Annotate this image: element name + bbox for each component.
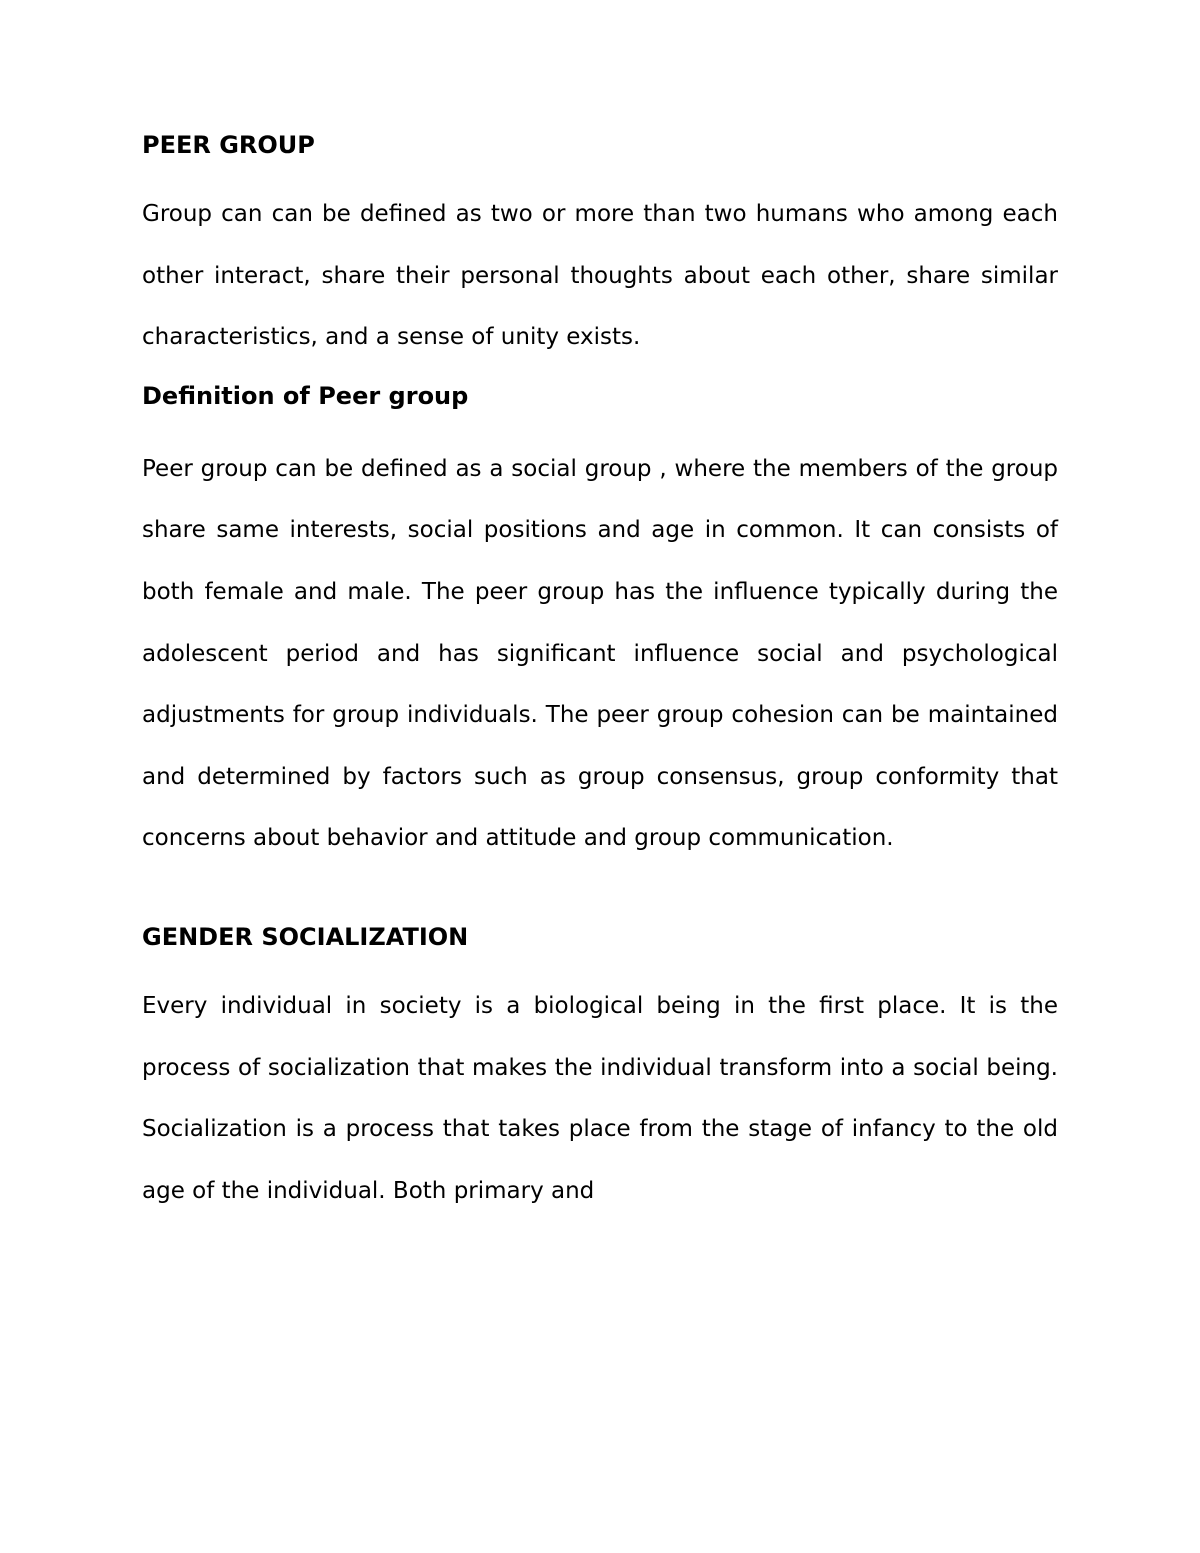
- section-heading-peer-group: PEER GROUP: [142, 131, 315, 159]
- section-heading-definition-peer-group: Definition of Peer group: [142, 381, 469, 410]
- paragraph-gender-socialization: Every individual in society is a biological being in the first place. It is the process of socialization that makes the individual transform into a social being. Socialization is a process that takes place from the stage of infancy to the old age of the individual. Both primary and: [142, 992, 1058, 1204]
- section-heading-gender-socialization: GENDER SOCIALIZATION: [142, 922, 469, 951]
- paragraph-peer-group-definition: Peer group can be defined as a social group , where the members of the group share same interests, social positions and age in common. It can consists of both female and male. The peer group has the influence typically during the adolescent period and has significant influence social and psychological adjustments for group individuals. The peer group cohesion can be maintained and determined by factors such as group consensus, group conformity that concerns about behavior and attitude and group communication.: [142, 455, 1058, 852]
- paragraph-group-definition: Group can can be defined as two or more than two humans who among each other interact, share their personal thoughts about each other, share similar characteristics, and a sense of unity exists.: [142, 201, 1058, 351]
- document-body: [142, 130, 1058, 1222]
